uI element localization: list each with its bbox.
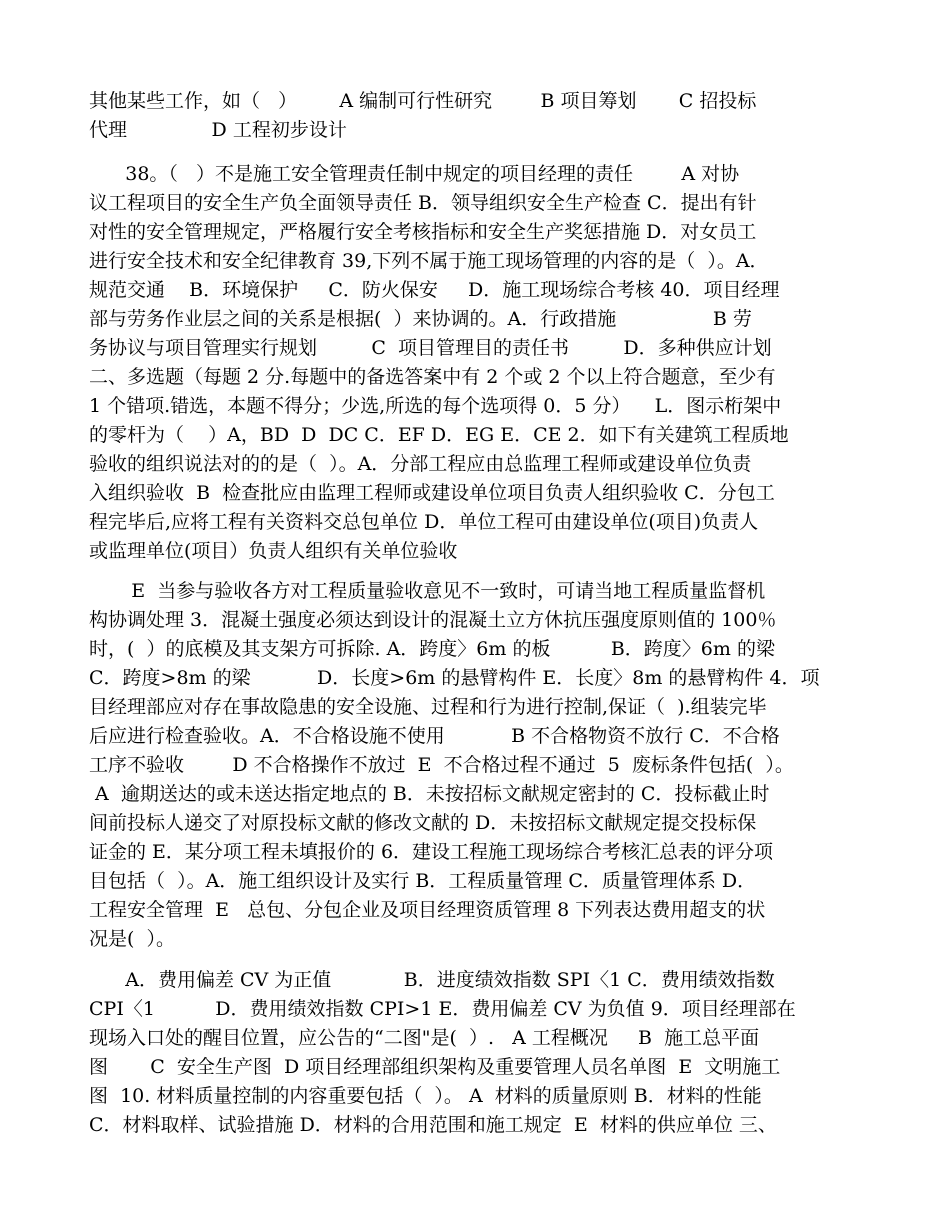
- text-line: 证金的 E．某分项工程未填报价的 6．建设工程施工现场综合考核汇总表的评分项: [89, 841, 774, 863]
- text-line: A 逾期送达的或未送达指定地点的 B．未按招标文献规定密封的 C．投标截止时: [89, 783, 770, 805]
- text-line: 间前投标人递交了对原投标文献的修改文献的 D．未按招标文献规定提交投标保: [89, 812, 757, 834]
- text-line: 的零杆为（ ）A，BD D DC C．EF D．EG E．CE 2．如下有关建筑工程质地: [89, 424, 789, 446]
- text-line: 工序不验收 D 不合格操作不放过 E 不合格过程不通过 5 废标条件包括( ）。: [89, 754, 794, 776]
- text-line: 后应进行检查验收。A．不合格设施不使用 B 不合格物资不放行 C．不合格: [89, 725, 780, 747]
- text-line: 1 个错项.错选，本题不得分；少选,所选的每个选项得 0．5 分） L．图示桁架中: [89, 395, 782, 417]
- text-line: 二、多选题（每题 2 分.每题中的备选答案中有 2 个或 2 个以上符合题意，至少有: [89, 366, 776, 388]
- text-line: 进行安全技术和安全纪律教育 39,下列不属于施工现场管理的内容的是（ ）。A．: [89, 250, 769, 272]
- text-line: 议工程项目的安全生产负全面领导责任 B．领导组织安全生产检查 C．提出有针: [89, 192, 757, 214]
- text-line: 图 10. 材料质量控制的内容重要包括（ ）。 A 材料的质量原则 B．材料的性能: [89, 1085, 762, 1107]
- text-line: 目包括（ ）。A．施工组织设计及实行 B．工程质量管理 C．质量管理体系 D．: [89, 870, 757, 892]
- text-line: 其他某些工作，如（ ） A 编制可行性研究 B 项目筹划 C 招投标: [89, 90, 757, 112]
- text-line: CPI〈1 D．费用绩效指数 CPI>1 E．费用偏差 CV 为负值 9．项目经理部在: [89, 998, 796, 1020]
- text-line: 工程安全管理 E 总包、分包企业及项目经理资质管理 8 下列表达费用超支的状: [89, 899, 766, 921]
- text-line: 时，( ）的底模及其支架方可拆除. A．跨度〉6m 的板 B．跨度〉6m 的梁: [89, 638, 775, 660]
- text-line: 代理 D 工程初步设计: [89, 119, 347, 141]
- text-line: A．费用偏差 CV 为正值 B．进度绩效指数 SPI〈1 C．费用绩效指数: [89, 969, 775, 991]
- text-line: C．跨度>8m 的梁 D．长度>6m 的悬臂构件 E．长度〉8m 的悬臂构件 4．项: [89, 667, 820, 689]
- text-line: 务协议与项目管理实行规划 C 项目管理目的责任书 D．多种供应计划: [89, 337, 772, 359]
- text-line: 规范交通 B．环境保护 C．防火保安 D．施工现场综合考核 40．项目经理: [89, 279, 780, 301]
- text-line: 图 C 安全生产图 D 项目经理部组织架构及重要管理人员名单图 E 文明施工: [89, 1056, 781, 1078]
- text-line: 目经理部应对存在事故隐患的安全设施、过程和行为进行控制,保证（ ).组装完毕: [89, 696, 767, 718]
- text-line: 入组织验收 B 检查批应由监理工程师或建设单位项目负责人组织验收 C．分包工: [89, 482, 775, 504]
- text-line: 现场入口处的醒目位置，应公告的“二图"是( ）. A 工程概况 B 施工总平面: [89, 1027, 760, 1049]
- text-line: 或监理单位(项目）负责人组织有关单位验收: [89, 540, 458, 562]
- text-line: 构协调处理 3．混凝土强度必须达到设计的混凝土立方休抗压强度原则值的 100％: [89, 609, 777, 631]
- text-line: C．材料取样、试验措施 D．材料的合用范围和施工规定 E 材料的供应单位 三、: [89, 1114, 777, 1136]
- text-line: 对性的安全管理规定，严格履行安全考核指标和安全生产奖惩措施 D．对女员工: [89, 221, 757, 243]
- text-line: 况是( ）。: [89, 928, 175, 950]
- text-line: 验收的组织说法对的的是（ ）。A．分部工程应由总监理工程师或建设单位负责: [89, 453, 752, 475]
- text-line: 程完毕后,应将工程有关资料交总包单位 D．单位工程可由建设单位(项目)负责人: [89, 511, 759, 533]
- text-line: E 当参与验收各方对工程质量验收意见不一致时，可请当地工程质量监督机: [89, 580, 766, 602]
- text-line: 38。（ ）不是施工安全管理责任制中规定的项目经理的责任 A 对协: [89, 163, 740, 185]
- text-line: 部与劳务作业层之间的关系是根据( ）来协调的。A．行政措施 B 劳: [89, 308, 752, 330]
